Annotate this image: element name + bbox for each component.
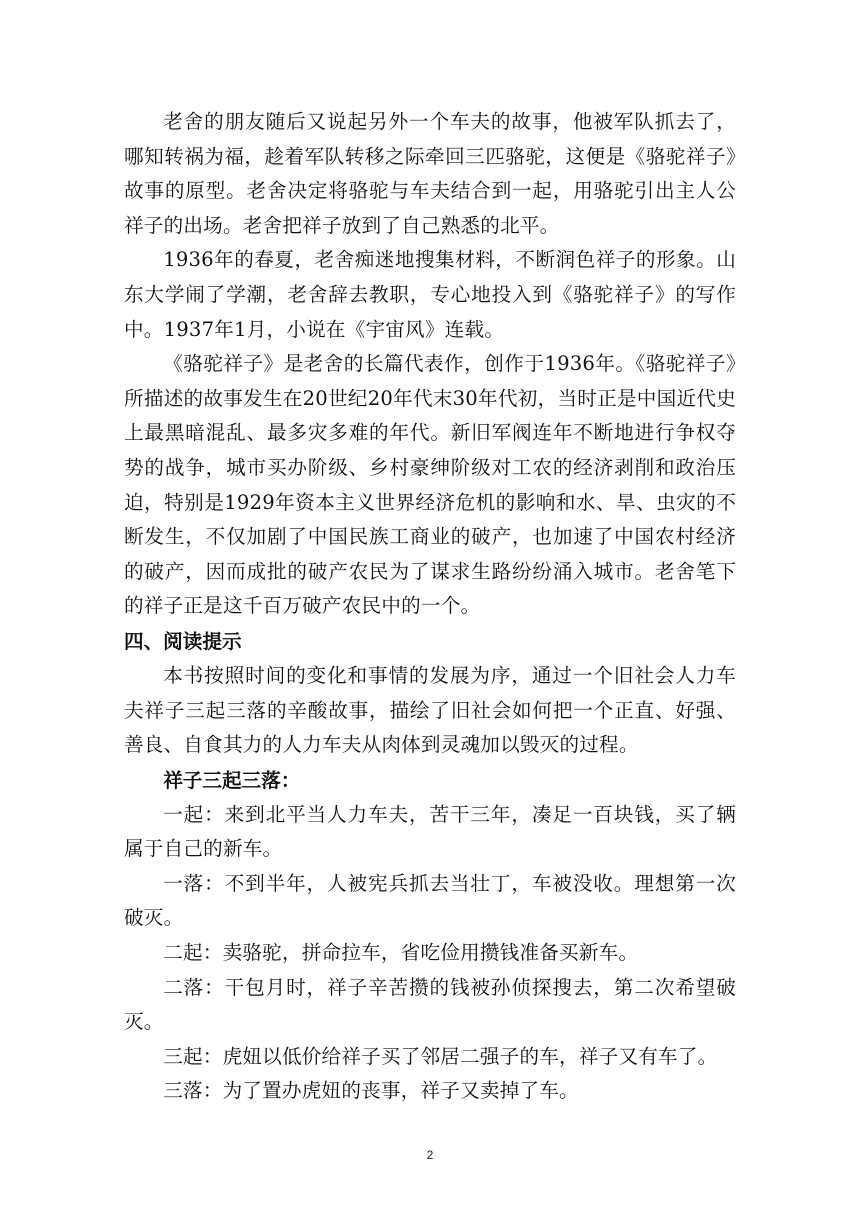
stage-fall-1: 一落：不到半年，人被宪兵抓去当壮丁，车被没收。理想第一次破灭。 — [124, 871, 736, 930]
paragraph-background: 《骆驼祥子》是老舍的长篇代表作，创作于1936年。《骆驼祥子》所描述的故事发生在20世纪20年代末30年代初，当时正是中国近代史上最黑暗混乱、最多灾多难的年代。新旧军阀连年不断地进行争权夺势的战争，城市买办阶级、乡村豪绅阶级对工农的经济剥削和政治压迫，特别是1929年资本主义世界经济危机的影响和水、旱、虫灾的不断发生，不仅加剧了中国民族工商业的破产，也加速了中国农村经济的破产，因而成批的破产农民为了谋求生路纷纷涌入城市。老舍笔下的祥子正是这千百万破产农民中的一个。 — [124, 352, 736, 618]
page-body — [124, 105, 736, 1109]
paragraph-story-origin: 老舍的朋友随后又说起另外一个车夫的故事，他被军队抓去了，哪知转祸为福，趁着军队转移之际牵回三匹骆驼，这便是《骆驼祥子》故事的原型。老舍决定将骆驼与车夫结合到一起，用骆驼引出主人公祥子的出场。老舍把祥子放到了自己熟悉的北平。 — [124, 110, 736, 237]
page-number: 2 — [426, 1148, 434, 1162]
paragraph-reading-intro: 本书按照时间的变化和事情的发展为序，通过一个旧社会人力车夫祥子三起三落的辛酸故事，描绘了旧社会如何把一个正直、好强、善良、自食其力的人力车夫从肉体到灵魂加以毁灭的过程。 — [124, 663, 736, 757]
section-heading-reading-tips: 四、阅读提示 — [124, 629, 242, 653]
subheading-three-rises-falls: 祥子三起三落： — [163, 768, 301, 792]
paragraph-writing-1936: 1936年的春夏，老舍痴迷地搜集材料，不断润色祥子的形象。山东大学闹了学潮，老舍辞去教职，专心地投入到《骆驼祥子》的写作中。1937年1月，小说在《宇宙风》连载。 — [124, 248, 736, 341]
stage-fall-2: 二落：干包月时，祥子辛苦攒的钱被孙侦探搜去，第二次希望破灭。 — [124, 975, 736, 1034]
stage-rise-3: 三起：虎妞以低价给祥子买了邻居二强子的车，祥子又有车了。 — [163, 1044, 718, 1068]
stage-fall-3: 三落：为了置办虎妞的丧事，祥子又卖掉了车。 — [163, 1079, 579, 1103]
stage-rise-2: 二起：卖骆驼，拼命拉车，省吃俭用攒钱准备买新车。 — [163, 941, 639, 965]
stage-rise-1: 一起：来到北平当人力车夫，苦干三年，凑足一百块钱，买了辆属于自己的新车。 — [124, 802, 736, 861]
